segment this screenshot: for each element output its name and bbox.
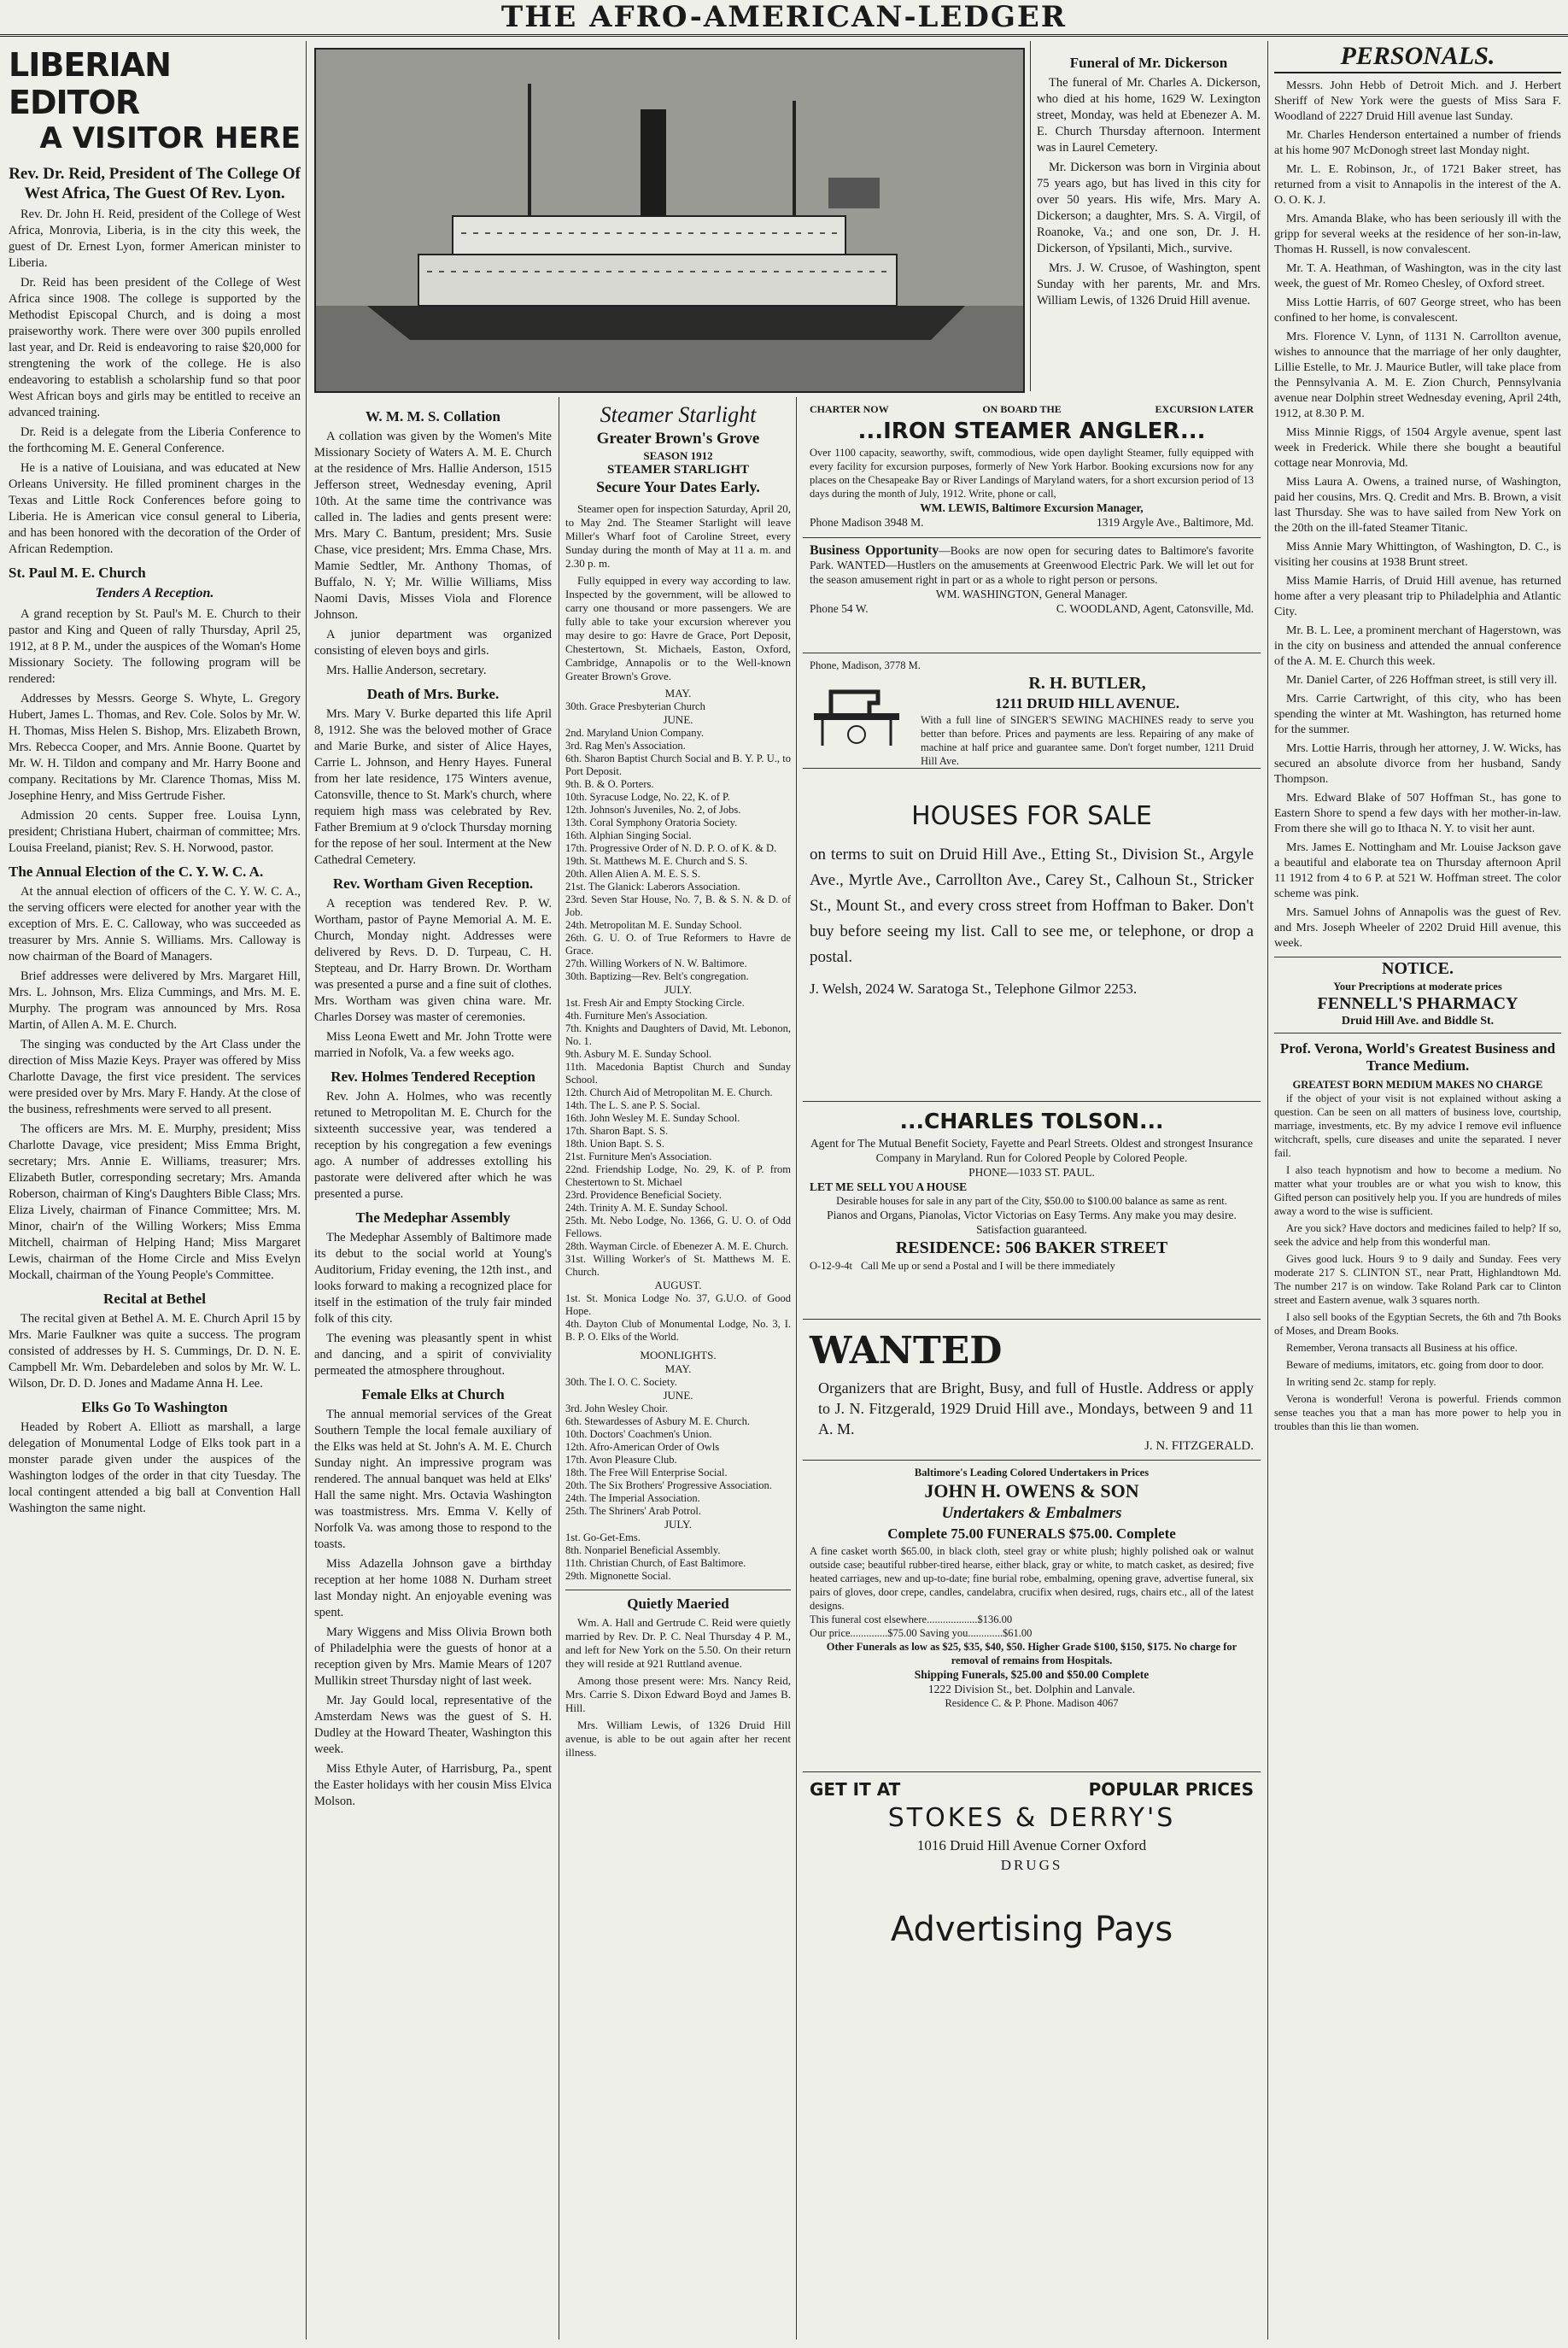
personal-item: Miss Mamie Harris, of Druid Hill avenue, has returned home after a very pleasant trip to Philadelphia and Atlantic City. xyxy=(1274,575,1561,618)
schedule-item: 23rd. Providence Beneficial Society. xyxy=(565,1189,722,1201)
article-text: The annual memorial services of the Great Southern Temple the local female auxiliary of the Elks was held at St. John's A. M. E. Church Sunday night. An impressive program was rendered. The annual banquet was held at Elks' Hall the same night. Mrs. Octavia Washington was toastmistress. Mrs. Emma V. Kelly of Norfolk Va. was among those to respond to the toasts. xyxy=(314,1408,552,1551)
ad-owens-cost: This funeral cost elsewhere...................$136.00 xyxy=(810,1613,1013,1625)
ad-owens-price: Our price..............$75.00 Saving you.............$61.00 xyxy=(810,1627,1033,1639)
moonlights-may xyxy=(565,1376,791,1389)
personal-item: Miss Laura A. Owens, a trained nurse, of Washington, paid her cousins, Mrs. Q. Credit and Mrs. B. Brown, a visit last Thursday. She was to have sailed from New York on the 20th on the ill-fated Steamer Titanic. xyxy=(1274,476,1561,535)
heading-prof-verona: Prof. Verona, World's Greatest Business and Trance Medium. xyxy=(1279,1040,1556,1074)
ad-butler-text xyxy=(921,672,1254,768)
ad-tolson-pianos: Pianos and Organs, Pianolas, Victor Victorias on Easy Terms. Any make you may desire. xyxy=(827,1209,1237,1221)
article-text: The Medephar Assembly of Baltimore made its debut to the social world at Young's Auditorium, Friday evening, the 12th inst., and looks forward to making a recognized place for itself in the estimation of the truly fair minded folk of this city. xyxy=(314,1231,552,1326)
ad-owens-funerals: Complete 75.00 FUNERALS $75.00. Complete xyxy=(887,1525,1176,1542)
ad-iron-steamer-angler xyxy=(803,397,1261,538)
schedule-item: 30th. The I. O. C. Society. xyxy=(565,1376,677,1388)
heading-wmms: W. M. M. S. Collation xyxy=(365,408,501,425)
schedule-item: 31st. Willing Worker's of St. Matthews M. E. Church. xyxy=(565,1253,791,1278)
article-text: Dr. Reid has been president of the College of West Africa since 1908. The college is supported by the Methodist Episcopal Church, and is doing a most praiseworthy work. There were over 300 pupils enrolled last year, and Dr. Reid is endeavoring to raise $20,000 for strengtening the work of the college. He is also endeavoring to establish a scholarship fund so that poor West African boys and girls may be entitled to receive an advanced training. xyxy=(9,276,301,419)
ad-owens-body: A fine casket worth $65.00, in black cloth, steel gray or white plush; highly polished oak or walnut outside case; beautiful rubber-tired hearse, either black, gray or white, to match casket, as desired; five heated carriages, new and up-to-date; fine burial robe, embalming, opening grave, advertise funeral, six pairs of gloves, door crepe, candles, candelabra, crucifix when desired, rugs, chairs etc., all of the latest designs. xyxy=(810,1545,1254,1612)
verona-text: Remember, Verona transacts all Business at his office. xyxy=(1286,1342,1518,1354)
schedule-item: 12th. Church Aid of Metropolitan M. E. Church. xyxy=(565,1086,773,1098)
schedule-item: 3rd. John Wesley Choir. xyxy=(565,1402,668,1414)
schedule-item: 6th. Sharon Baptist Church Social and B. Y. P. U., to Port Deposit. xyxy=(565,752,791,777)
verona-tagline: GREATEST BORN MEDIUM MAKES NO CHARGE xyxy=(1292,1079,1543,1091)
ad-tolson-houses: Desirable houses for sale in any part of the City, $50.00 to $100.00 balance as same as rent. xyxy=(836,1195,1227,1207)
schedule-item: 24th. The Imperial Association. xyxy=(565,1492,700,1504)
article-text: Miss Ethyle Auter, of Harrisburg, Pa., spent the Easter holidays with her cousin Miss Elvica Molson. xyxy=(314,1762,552,1808)
ad-angler-mid: ON BOARD THE xyxy=(982,403,1062,415)
ad-business-opportunity xyxy=(803,538,1261,653)
article-text: Mrs. Hallie Anderson, secretary. xyxy=(326,664,487,677)
schedule-august xyxy=(565,1292,791,1344)
schedule-item: 10th. Doctors' Coachmen's Union. xyxy=(565,1428,712,1440)
schedule-item: 17th. Progressive Order of N. D. P. O. of K. & D. xyxy=(565,842,777,854)
ad-stokes-header xyxy=(810,1777,1254,1801)
personal-item: Mrs. Florence V. Lynn, of 1131 N. Carrollton avenue, wishes to announce that the marriage of her only daughter, Lillie Estelle, to Mr. J. Maurice Butler, will take place from the Pennsylvania A. M. E. Zion Church, Pennsylvania avenue near Dolphin street Wednesday evening, April 24th, 1912, at 8.30 P. M. xyxy=(1274,331,1561,420)
moonlights-heading: MOONLIGHTS. xyxy=(640,1349,717,1361)
verona-text: Are you sick? Have doctors and medicines failed to help? If so, seek the advice and help from this wonderful man. xyxy=(1274,1222,1561,1248)
schedule-item: 25th. The Shriners' Arab Potrol. xyxy=(565,1505,701,1517)
schedule-item: 18th. Union Bapt. S. S. xyxy=(565,1138,664,1150)
notice-heading: NOTICE. xyxy=(1274,957,1561,980)
schedule-item: 30th. Baptizing—Rev. Belt's congregation. xyxy=(565,970,749,982)
verona-text: Beware of mediums, imitators, etc. going from door to door. xyxy=(1286,1359,1544,1371)
schedule-item: 3rd. Rag Men's Association. xyxy=(565,740,686,752)
ad-tolson-call: Call Me up or send a Postal and I will be there immediately xyxy=(861,1260,1115,1272)
personal-item: Miss Lottie Harris, of 607 George street, who has been confined to her home, is convalescent. xyxy=(1274,296,1561,325)
pharmacy-name: FENNELL'S PHARMACY xyxy=(1317,994,1518,1013)
column-1 xyxy=(9,41,301,2339)
schedule-july xyxy=(565,997,791,1279)
personal-item: Mr. T. A. Heathman, of Washington, was in the city last week, the guest of Mr. Romeo Chesley, of Oxford street. xyxy=(1274,262,1561,290)
schedule-item: 6th. Stewardesses of Asbury M. E. Church. xyxy=(565,1415,750,1427)
schedule-item: 29th. Mignonette Social. xyxy=(565,1570,671,1582)
article-text: The singing was conducted by the Art Class under the direction of Miss Mazie Keys. Prayer was offered by Miss Charlotte Davage, the first vice president. The services were presided over by Mrs. Mary F. Handy. At the close of the business, refreshments were served to all present. xyxy=(9,1038,301,1116)
heading-elks-washington: Elks Go To Washington xyxy=(81,1399,228,1415)
ad-biz-title: Business Opportunity xyxy=(810,543,939,558)
heading-female-elks: Female Elks at Church xyxy=(361,1386,505,1402)
heading-dickerson: Funeral of Mr. Dickerson xyxy=(1069,55,1228,71)
ad-stokes-popular: POPULAR PRICES xyxy=(1088,1779,1254,1800)
schedule-item: 9th. Asbury M. E. Sunday School. xyxy=(565,1048,712,1060)
ad-butler-phone: Phone, Madison, 3778 M. xyxy=(810,659,921,671)
schedule-item: 25th. Mt. Nebo Lodge, No. 1366, G. U. O. of Odd Fellows. xyxy=(565,1215,791,1239)
ad-grove-name: Greater Brown's Grove xyxy=(596,430,760,448)
steamer-illustration xyxy=(316,50,1023,391)
article-text: At the annual election of officers of the C. Y. W. C. A., the serving officers were elected for another year with the exception of Mrs. E. C. Calloway, who was succeeded as treasurer by Mrs. Annie S. Williams. Mrs. Calloway is now chairman of the Board of Managers. xyxy=(9,885,301,963)
schedule-item: 20th. Allen Alien A. M. E. S. S. xyxy=(565,868,701,880)
ad-biz-manager: WM. WASHINGTON, General Manager. xyxy=(935,588,1128,600)
ad-tolson-title: ...CHARLES TOLSON... xyxy=(899,1109,1164,1133)
schedule-item: 20th. The Six Brothers' Progressive Association. xyxy=(565,1479,772,1491)
masthead xyxy=(0,0,1568,37)
ad-tolson-agent: Agent for The Mutual Benefit Society, Fayette and Pearl Streets. Oldest and strongest Insurance Company in Maryland. Run for Colored People by Colored People. xyxy=(810,1137,1254,1164)
ad-biz-agent: C. WOODLAND, Agent, Catonsville, Md. xyxy=(1056,602,1254,615)
schedule-item: 7th. Knights and Daughters of David, Mt. Lebonon, No. 1. xyxy=(565,1022,791,1047)
personal-item: Mrs. Lottie Harris, through her attorney, J. W. Wicks, has secured an absolute divorce from her husband, Sandy Thompson. xyxy=(1274,742,1561,786)
heading-bethel: Recital at Bethel xyxy=(103,1291,206,1307)
schedule-item: 16th. Alphian Singing Social. xyxy=(565,829,692,841)
article-text: Mr. Jay Gould local, representative of the Amsterdam News was the guest of S. H. Dudley at the Howard Theater, Washington this week. xyxy=(314,1694,552,1756)
verona-text: Verona is wonderful! Verona is powerful. Friends common sense teaches you that a man has more power to help you in troubles than this lie than women. xyxy=(1274,1393,1561,1432)
ad-tolson-let: LET ME SELL YOU A HOUSE xyxy=(810,1180,968,1193)
headline-visitor: A VISITOR HERE xyxy=(39,121,301,155)
schedule-item: 4th. Dayton Club of Monumental Lodge, No. 3, I. B. P. O. Elks of the World. xyxy=(565,1318,791,1343)
ad-stokes-get: GET IT AT xyxy=(810,1779,901,1800)
ad-stokes-addr: 1016 Druid Hill Avenue Corner Oxford xyxy=(916,1837,1147,1853)
schedule-item: 14th. The L. S. ane P. S. Social. xyxy=(565,1099,700,1111)
ad-secure-dates: Secure Your Dates Early. xyxy=(596,478,760,495)
article-text: Admission 20 cents. Supper free. Louisa Lynn, president; Christiana Hubert, chairman of committee; Mrs. Louisa Freeland, pianist; Rev. S. H. Norwood, pastor. xyxy=(9,809,301,855)
moonlights-july xyxy=(565,1531,791,1583)
verona-text: In writing send 2c. stamp for reply. xyxy=(1286,1376,1436,1388)
ad-wanted-sig: J. N. FITZGERALD. xyxy=(1144,1439,1254,1453)
ad-biz-body: —Books are now open for securing dates to Baltimore's favorite Park. WANTED—Hustlers on the amusements at Greenwood Electric Park. We will let out for the season amusement right in part or as a whole to right person or persons. xyxy=(810,544,1255,586)
schedule-item: 11th. Macedonia Baptist Church and Sunday School. xyxy=(565,1061,791,1086)
schedule-item: 12th. Afro-American Order of Owls xyxy=(565,1441,720,1453)
ad-steamer-name: STEAMER STARLIGHT xyxy=(606,463,749,477)
column-4-top xyxy=(1037,48,1261,389)
article-text: Rev. John A. Holmes, who was recently retuned to Metropolitan M. E. Church for the sixteenth successive year, was tendered a reception by his congregation a few evenings ago. A number of addresses extolling his pastorate were delivered after which he was presented a purse. xyxy=(314,1090,552,1201)
heading-married: Quietly Maeried xyxy=(565,1590,791,1613)
column-3 xyxy=(565,401,791,2339)
schedule-item: 21st. Furniture Men's Association. xyxy=(565,1151,712,1162)
article-text: The recital given at Bethel A. M. E. Church April 15 by Mrs. Marie Faulkner was quite a success. The program consisted of addresses by H. S. Cummings, Dr. D. N. E. Campbell Mr. Wm. Debardeleben and solos by Mr. W. L. Wilson, Dr. D. D. Jones and Madame Anna H. Lee. xyxy=(9,1312,301,1391)
moon-may: MAY. xyxy=(664,1362,692,1375)
article-text: A grand reception by St. Paul's M. E. Church to their pastor and King and Queen of rally Thursday, April 25, 1912, at 8 P. M., under the auspices of the Woman's Home Missionary Society. The following program will be rendered: xyxy=(9,607,301,686)
article-text: Mrs. Mary V. Burke departed this life April 8, 1912. She was the beloved mother of Grace and Marie Burke, and sister of Alice Hayes, Carrie L. Johnson, and Henry Hayes. Funeral from her late residence, 175 Winters avenue, Catonsville, thence to St. Mark's church, where requiem high mass was celebrated by Rev. Father Bremium at 9 o'clock Thursday morning for the repose of her soul. Interment at the New Cathedral Cemetery. xyxy=(314,707,552,867)
ad-houses-body: on terms to suit on Druid Hill Ave., Etting St., Division St., Argyle Ave., Myrtle Ave., Carrollton Ave., Carey St., Calhoun St., Stricker St., Mount St., and every cross street from Hoffman to Baker. Don't buy before seeing my list. Call to see me, or telephone, or drop a postal. xyxy=(810,846,1254,966)
ad-biz-contact xyxy=(810,601,1254,616)
ad-stokes-name: STOKES & DERRY'S xyxy=(887,1803,1176,1833)
schedule-item: 10th. Syracuse Lodge, No. 22, K. of P. xyxy=(565,791,730,803)
ad-butler-addr: 1211 DRUID HILL AVENUE. xyxy=(994,695,1180,711)
ad-owens-top: Baltimore's Leading Colored Undertakers in Prices xyxy=(914,1467,1150,1478)
schedule-item: 24th. Metropolitan M. E. Sunday School. xyxy=(565,919,742,931)
schedule-item: 11th. Christian Church, of East Baltimore. xyxy=(565,1557,746,1569)
steamer-photo xyxy=(314,48,1025,393)
moon-june: JUNE. xyxy=(663,1389,693,1402)
ad-steamer-starlight-title: Steamer Starlight xyxy=(600,402,757,427)
verona-text: if the object of your visit is not explained without asking a question. Can be seen on all matters of business love, courtship, marriage, investments, etc. By my advice I remove evil influence witchcraft, spells, cure diseases and unite the separated. I never fail. xyxy=(1274,1092,1561,1159)
schedule-item: 13th. Coral Symphony Oratoria Society. xyxy=(565,817,738,829)
verona-text: I also sell books of the Egyptian Secrets, the 6th and 7th Books of Moses, and Dream Books. xyxy=(1274,1311,1561,1337)
schedule-item: 22nd. Friendship Lodge, No. 29, K. of P. from Chestertown to St. Michael xyxy=(565,1163,791,1188)
ad-john-owens xyxy=(803,1461,1261,1772)
personal-item: Mr. L. E. Robinson, Jr., of 1721 Baker street, has returned from a visit to Annapolis in the interest of the A. O. O. K. J. xyxy=(1274,163,1561,207)
article-text: Addresses by Messrs. George S. Whyte, L. Gregory Hubert, James L. Thomas, and Rev. Cole. Solos by Mr. W. H. Thomas, Miss Helen S. Bishop, Mrs. Elizabeth Brown, Mrs. Rebecca Cooper, and Mrs. Annie Boone. Quartet by Mr. W. H. Tildon and company and Mr. Harry Boone and company. Recitations by Mr. Clarence Thomas, Miss M. Josephine Henry, and Miss Gertrude Fisher. xyxy=(9,692,301,803)
ad-tolson-phone: PHONE—1033 ST. PAUL. xyxy=(968,1166,1095,1179)
personal-item: Messrs. John Hebb of Detroit Mich. and J. Herbert Sheriff of New York were the guests of Miss Sara F. Woodland of 2227 Druid Hill avenue last Sunday. xyxy=(1274,79,1561,123)
month-july: JULY. xyxy=(664,983,693,996)
ad-wanted xyxy=(803,1320,1261,1461)
ad-angler-addr: 1319 Argyle Ave., Baltimore, Md. xyxy=(1097,516,1254,529)
ad-biz-text xyxy=(810,543,1254,587)
schedule-item: 1st. St. Monica Lodge No. 37, G.U.O. of Good Hope. xyxy=(565,1292,791,1317)
article-text: Among those present were: Mrs. Nancy Reid, Mrs. Carrie S. Dixon Edward Boyd and James B. Hill. xyxy=(565,1674,791,1714)
schedule-item: 18th. The Free Will Enterprise Social. xyxy=(565,1467,728,1478)
schedule-item: 19th. St. Matthews M. E. Church and S. S. xyxy=(565,855,748,867)
ad-owens-sub: Undertakers & Embalmers xyxy=(941,1504,1122,1522)
article-text: Dr. Reid is a delegate from the Liberia Conference to the forthcoming M. E. General Conference. xyxy=(9,425,301,455)
article-text: The evening was pleasantly spent in whist and dancing, and a spirit of conviviality permeated the atmosphere throughout. xyxy=(314,1332,552,1378)
schedule-item: 28th. Wayman Circle. of Ebenezer A. M. E. Church. xyxy=(565,1240,789,1252)
notice-sub: Your Precriptions at moderate prices xyxy=(1333,981,1502,992)
schedule-item: 1st. Go-Get-Ems. xyxy=(565,1531,641,1543)
personal-item: Mr. Charles Henderson entertained a number of friends at his home 907 McDonogh street last Monday night. xyxy=(1274,129,1561,157)
article-text: Wm. A. Hall and Gertrude C. Reid were quietly married by Rev. Dr. P. C. Neal Thursday 4 P. M., and left for New York on the 5.50. On their return they will reside at 921 Ruttland avenue. xyxy=(565,1616,791,1670)
verona-text: Gives good luck. Hours 9 to 9 daily and Sunday. Fees very moderate 217 S. CLINTON ST., near Pratt, Highlandtown Md. The number 217 is on window. Take Roland Park car to Clinton street and Eastern avenue, walk 3 squares north. xyxy=(1274,1253,1561,1306)
schedule-item: 21st. The Glanick: Laberors Association. xyxy=(565,881,740,893)
schedule-item: 23rd. Seven Star House, No. 7, B. & S. N. & D. of Job. xyxy=(565,893,791,918)
month-may: MAY. xyxy=(664,687,692,700)
ad-stokes-derry xyxy=(803,1772,1261,1900)
month-august: AUGUST. xyxy=(654,1279,702,1291)
column-rule xyxy=(796,397,797,2339)
ad-angler-contact xyxy=(810,515,1254,530)
personals-list xyxy=(1274,79,1561,951)
advertising-pays: Advertising Pays xyxy=(890,1910,1173,1949)
article-text: The funeral of Mr. Charles A. Dickerson, who died at his home, 1629 W. Lexington street, Monday, was held at Ebenezer A. M. E. Church Thursday afternoon. Interment was in Laurel Cemetery. xyxy=(1037,76,1261,155)
schedule-item: 16th. John Wesley M. E. Sunday School. xyxy=(565,1112,740,1124)
ad-angler-header xyxy=(810,402,1254,417)
ad-angler-body: Over 1100 capacity, seaworthy, swift, commodious, wide open daylight Steamer, fully equipped with every facility for excursion purposes, formerly of New York Harbor. Booking excursions now for any places on the Chesapeake Bay or River Landings of Maryland waters, for a short excursion period of 13 days during the month of July, 1912. Write, phone or call, xyxy=(810,447,1254,500)
ad-houses-title: HOUSES FOR SALE xyxy=(911,801,1152,831)
moonlights-june xyxy=(565,1402,791,1518)
ad-wanted-title: WANTED xyxy=(810,1329,1003,1373)
schedule-item: 30th. Grace Presbyterian Church xyxy=(565,700,705,712)
article-text: The officers are Mrs. M. E. Murphy, president; Miss Charlotte Davage, vice president; Miss Emma Bright, secretary; Mrs. Annie E. Williams, treasurer; Mrs. Elizabeth Butler, corresponding secretary; Mrs. Amanda Roberson, chairman of King's Daughters Bible Class; Mrs. Eliza Lively, chairman of Finance Committee; Mrs. M. Minor, chair'n of the Willing Workers; Miss Emma Mitchell, chairman of Helping Hand; Miss Margaret Lewis, chairman of the Home Circle and Miss Evelyn Mockall, chairman of the Young People's Committee. xyxy=(9,1122,301,1282)
column-rule xyxy=(1267,41,1268,2339)
ad-houses-sig: J. Welsh, 2024 W. Saratoga St., Telephone Gilmor 2253. xyxy=(810,981,1138,997)
personal-item: Mrs. Edward Blake of 507 Hoffman St., has gone to Eastern Shore to spend a few days with her mother-in-law. From there she will go to Ithaca N. Y. to visit her aunt. xyxy=(1274,792,1561,835)
verona-text: I also teach hypnotism and how to become a medium. No matter what your troubles are or what you wish to know, this Gifted person can positively help you. If you are hundreds of miles away a word to the wise is sufficient. xyxy=(1274,1164,1561,1217)
ad-charles-tolson xyxy=(803,1102,1261,1320)
article-text: Fully equipped in every way according to law. Inspected by the government, will be allowed to carry one thousand or more passengers. We are fully able to take your excursion wherever you may desire to go: Havre de Grace, Port Deposit, Chestertown, St. Michaels, Easton, Oxford, Cambridge, Annapolis or to the Well-known Greater Brown's Grove. xyxy=(565,574,791,682)
heading-holmes: Rev. Holmes Tendered Reception xyxy=(331,1069,535,1085)
newspaper-title: THE AFRO-AMERICAN-LEDGER xyxy=(500,0,1068,34)
article-text: Mrs. J. W. Crusoe, of Washington, spent Sunday with her parents, Mr. and Mrs. William Lewis, of 1326 Druid Hill avenue. xyxy=(1037,261,1261,307)
schedule-item: 17th. Sharon Bapt. S. S. xyxy=(565,1125,669,1137)
article-text: Brief addresses were delivered by Mrs. Margaret Hill, Mrs. L. Johnson, Mrs. Eliza Cummings, and Mrs. M. E. Murphy. The program was announced by Mrs. Rosa Martin, of Allen A. M. E. Church. xyxy=(9,969,301,1032)
article-text: Rev. Dr. John H. Reid, president of the College of West Africa, Monrovia, Liberia, is in the city this week, the guest of Dr. Ernest Lyon, former American minister to Liberia. xyxy=(9,208,301,270)
subhead-rev-reid: Rev. Dr. Reid, President of The College Of West Africa, The Guest Of Rev. Lyon. xyxy=(9,165,301,202)
article-text: He is a native of Louisiana, and was educated at New Orleans University. He filled prominent charges in the Texas and Little Rock Conferences before going to Liberia. He is American vice consul general to Liberia, and has been honored with the decoration of the Order of African Redemption. xyxy=(9,461,301,556)
ad-houses-for-sale xyxy=(803,769,1261,1102)
ad-owens-ship: Shipping Funerals, $25.00 and $50.00 Complete xyxy=(914,1668,1150,1681)
ad-season: SEASON 1912 xyxy=(643,449,713,462)
article-text: A reception was tendered Rev. P. W. Wortham, pastor of Payne Memorial A. M. E. Church, Monday night. Addresses were delivered by Revs. D. D. Turpeau, C. H. Stepteau, and Dr. Harry Brown. Dr. Wortham was presented a purse and a fine suit of clothes. Mrs. Wortham was given china ware. Mr. Charles Dorsey was master of ceremonies. xyxy=(314,897,552,1024)
ad-owens-res: Residence C. & P. Phone. Madison 4067 xyxy=(945,1697,1119,1709)
ad-angler-right: EXCURSION LATER xyxy=(1155,403,1254,415)
personal-item: Mrs. Amanda Blake, who has been seriously ill with the gripp for several weeks at the residence of her son-in-law, Thomas H. Russell, is now convalescent. xyxy=(1274,213,1561,256)
personal-item: Mr. B. L. Lee, a prominent merchant of Hagerstown, was in the city on business and attended the annual conference of the A. M. E. Church this week. xyxy=(1274,624,1561,668)
personal-item: Mrs. Carrie Cartwright, of this city, who has been spending the winter at Mt. Washington, has returned home for the summer. xyxy=(1274,693,1561,736)
ad-tolson-code: O-12-9-4t xyxy=(810,1260,852,1272)
ad-butler-name: R. H. BUTLER, xyxy=(1028,674,1146,693)
schedule-item: 26th. G. U. O. of True Reformers to Havre de Grace. xyxy=(565,932,791,957)
column-5 xyxy=(1274,41,1561,2339)
ad-angler-title: ...IRON STEAMER ANGLER... xyxy=(857,419,1206,444)
article-text: A junior department was organized consisting of eleven boys and girls. xyxy=(314,628,552,658)
personal-item: Mrs. Samuel Johns of Annapolis was the guest of Rev. and Mrs. Joseph Wheeler of 2202 Druid Hill avenue, this week. xyxy=(1274,906,1561,950)
column-rule xyxy=(1030,41,1031,391)
month-june: JUNE. xyxy=(663,713,693,726)
column-rule xyxy=(306,41,307,2339)
article-text: Mrs. William Lewis, of 1326 Druid Hill avenue, is able to be out again after her recent illness. xyxy=(565,1719,791,1759)
personal-item: Mr. Daniel Carter, of 226 Hoffman street, is still very ill. xyxy=(1286,674,1558,687)
heading-wortham: Rev. Wortham Given Reception. xyxy=(332,875,534,892)
personal-item: Miss Annie Mary Whittington, of Washington, D. C., is visiting her cousins at 1938 Brunt street. xyxy=(1274,541,1561,569)
personal-item: Miss Minnie Riggs, of 1504 Argyle avenue, spent last week in Frederick. While there she bought a beautiful cottage near Monrovia, Md. xyxy=(1274,426,1561,470)
ad-wanted-body: Organizers that are Bright, Busy, and full of Hustle. Address or apply to J. N. Fitzgerald, 1929 Druid Hill ave., Mondays, between 9 and 11 A. M. xyxy=(818,1379,1254,1437)
schedule-item: 17th. Avon Pleasure Club. xyxy=(565,1454,677,1466)
ads-column xyxy=(803,397,1261,2339)
ad-tolson-satisfaction: Satisfaction guaranteed. xyxy=(976,1223,1087,1236)
heading-st-paul: St. Paul M. E. Church xyxy=(9,565,146,581)
schedule-june xyxy=(565,727,791,983)
schedule-item: 1st. Fresh Air and Empty Stocking Circle. xyxy=(565,997,745,1009)
ad-owens-other: Other Funerals as low as $25, $35, $40, $50. Higher Grade $100, $150, $175. No charge for removal of remains from Hospitals. xyxy=(826,1641,1237,1666)
schedule-item: 24th. Trinity A. M. E. Sunday School. xyxy=(565,1202,728,1214)
subheading-reception: Tenders A Reception. xyxy=(95,586,214,600)
schedule-item: 12th. Johnson's Juveniles, No. 2, of Jobs. xyxy=(565,804,741,816)
ad-owens-addr: 1222 Division St., bet. Dolphin and Lanvale. xyxy=(927,1683,1136,1695)
article-text: Mr. Dickerson was born in Virginia about 75 years ago, but has lived in this city for over 50 years. His wife, Mrs. Mary A. Dickerson; a daughter, Mrs. S. A. Virgil, of Roanoke, Va.; and one son, Dr. J. H. Dickerson, of Ypsilanti, Mich., survive. xyxy=(1037,161,1261,255)
ad-butler-sewing xyxy=(803,653,1261,769)
article-text: Miss Adazella Johnson gave a birthday reception at her home 1088 N. Durham street last Monday night. An enjoyable evening was spent. xyxy=(314,1557,552,1619)
schedule-item: 9th. B. & O. Porters. xyxy=(565,778,654,790)
article-text: A collation was given by the Women's Mite Missionary Society of Waters A. M. E. Church at the residence of Mrs. Hallie Anderson, 1515 Jefferson street, Wednesday evening, April 10th. At the same time the contrivance was called in. The ladies and gents present were: Mrs. Mary C. Bantum, president; Mrs. Susie Chase, vice president; Mrs. Emma Chase, Mrs. Mamie Sedtler, Mr. Anthony Thomas, of Buffalo, N. Y; Mr. Willie Williams, Miss Naomi Davis, Misses Viola and Florence Johnson. xyxy=(314,430,552,622)
ad-owens-title: JOHN H. OWENS & SON xyxy=(924,1480,1139,1502)
ad-angler-left: CHARTER NOW xyxy=(810,403,889,415)
personals-title: PERSONALS. xyxy=(1274,41,1561,73)
heading-burke: Death of Mrs. Burke. xyxy=(366,686,500,702)
article-text: Mary Wiggens and Miss Olivia Brown both of Philadelphia were the guests of honor at a reception given by Mrs. Mamie Mears of 1207 Mullikin street Thursday night of last week. xyxy=(314,1625,552,1688)
schedule-item: 27th. Willing Workers of N. W. Baltimore. xyxy=(565,957,747,969)
headline-liberian-editor: LIBERIAN EDITOR xyxy=(9,46,171,121)
pharmacy-addr: Druid Hill Ave. and Biddle St. xyxy=(1274,1014,1561,1033)
ad-angler-phone: Phone Madison 3948 M. xyxy=(810,516,924,529)
article-text: Steamer open for inspection Saturday, April 20, to May 2nd. The Steamer Starlight will leave Miller's Wharf foot of Caroline Street, every Sunday during the month of May at 11 a. m. and 2.30 p. m. xyxy=(565,502,791,570)
heading-medephar: The Medephar Assembly xyxy=(355,1209,511,1226)
ad-butler-body: With a full line of SINGER'S SEWING MACHINES ready to serve you better than before. Prices and payments are less. Repairing of any make of machine at half price and guarantee same. Don't forget number, 1211 Druid Hill Ave. xyxy=(921,714,1254,767)
article-text: Miss Leona Ewett and Mr. John Trotte were married in Nofolk, Va. a few weeks ago. xyxy=(314,1030,552,1060)
ad-biz-phone: Phone 54 W. xyxy=(810,602,869,615)
column-2 xyxy=(314,401,552,2339)
schedule-item: 2nd. Maryland Union Company. xyxy=(565,727,705,739)
ad-tolson-residence: RESIDENCE: 506 BAKER STREET xyxy=(895,1238,1168,1257)
schedule-item: 4th. Furniture Men's Association. xyxy=(565,1010,708,1022)
schedule-item: 8th. Nonpariel Beneficial Assembly. xyxy=(565,1544,721,1556)
article-text: Headed by Robert A. Elliott as marshall, a large delegation of Monumental Lodge of Elks took part in a monster parade given under the auspices of the Washington lodges of the order in that city Tuesday. The local contingent attended a big ball at Convention Hall Washington the same night. xyxy=(9,1420,301,1515)
sewing-machine-icon xyxy=(810,679,904,747)
ad-tolson-footer xyxy=(810,1259,1254,1273)
moon-july: JULY. xyxy=(664,1518,693,1531)
ad-stokes-drugs: DRUGS xyxy=(1000,1857,1063,1873)
ad-angler-name: WM. LEWIS, Baltimore Excursion Manager, xyxy=(920,501,1144,514)
personal-item: Mrs. James E. Nottingham and Mr. Louise Jackson gave a beautiful and elaborate tea on Thursday afternoon April 11 1912 from 4 to 6 P. at 521 W. Hoffman street. The color scheme was pink. xyxy=(1274,841,1561,900)
schedule-may xyxy=(565,700,791,713)
heading-ywca: The Annual Election of the C. Y. W. C. A. xyxy=(9,864,264,880)
